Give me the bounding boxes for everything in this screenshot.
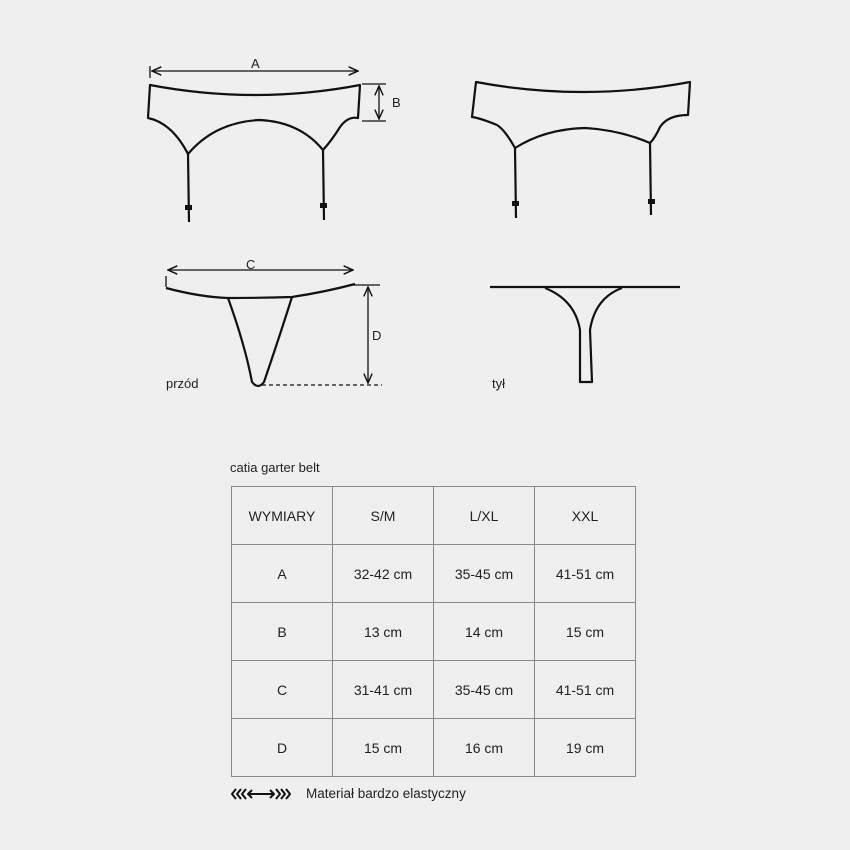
thong-back	[490, 287, 680, 382]
garter-belt-front	[148, 85, 360, 222]
dimension-c	[166, 270, 353, 287]
label-b: B	[392, 95, 401, 110]
table-cell: 41-51 cm	[535, 545, 636, 603]
header-cell: XXL	[535, 487, 636, 545]
table-cell: D	[232, 719, 333, 777]
table-row	[232, 603, 636, 661]
table-cell: 15 cm	[535, 603, 636, 661]
table-cell: 31-41 cm	[333, 661, 434, 719]
size-table	[231, 486, 636, 777]
footnote	[230, 786, 466, 801]
table-cell: 32-42 cm	[333, 545, 434, 603]
table-row	[232, 719, 636, 777]
header-cell: L/XL	[434, 487, 535, 545]
garter-belt-back	[472, 82, 690, 218]
label-back: tył	[492, 376, 505, 391]
table-cell: 35-45 cm	[434, 545, 535, 603]
label-front: przód	[166, 376, 199, 391]
stretch-arrows-icon	[230, 787, 292, 801]
dimension-b	[362, 84, 386, 121]
table-cell: B	[232, 603, 333, 661]
label-d: D	[372, 328, 382, 343]
table-title: catia garter belt	[230, 460, 320, 475]
table-cell: 35-45 cm	[434, 661, 535, 719]
table-cell: 14 cm	[434, 603, 535, 661]
table-cell: 16 cm	[434, 719, 535, 777]
header-cell: S/M	[333, 487, 434, 545]
table-cell: 15 cm	[333, 719, 434, 777]
table-row	[232, 661, 636, 719]
table-cell: A	[232, 545, 333, 603]
footnote-text: Materiał bardzo elastyczny	[306, 786, 466, 801]
table-row	[232, 545, 636, 603]
label-a: A	[251, 56, 260, 71]
thong-front	[166, 284, 355, 386]
table-cell: 13 cm	[333, 603, 434, 661]
table-cell: C	[232, 661, 333, 719]
table-header-row	[232, 487, 636, 545]
label-c: C	[246, 257, 256, 272]
header-cell: WYMIARY	[232, 487, 333, 545]
table-cell: 19 cm	[535, 719, 636, 777]
table-cell: 41-51 cm	[535, 661, 636, 719]
